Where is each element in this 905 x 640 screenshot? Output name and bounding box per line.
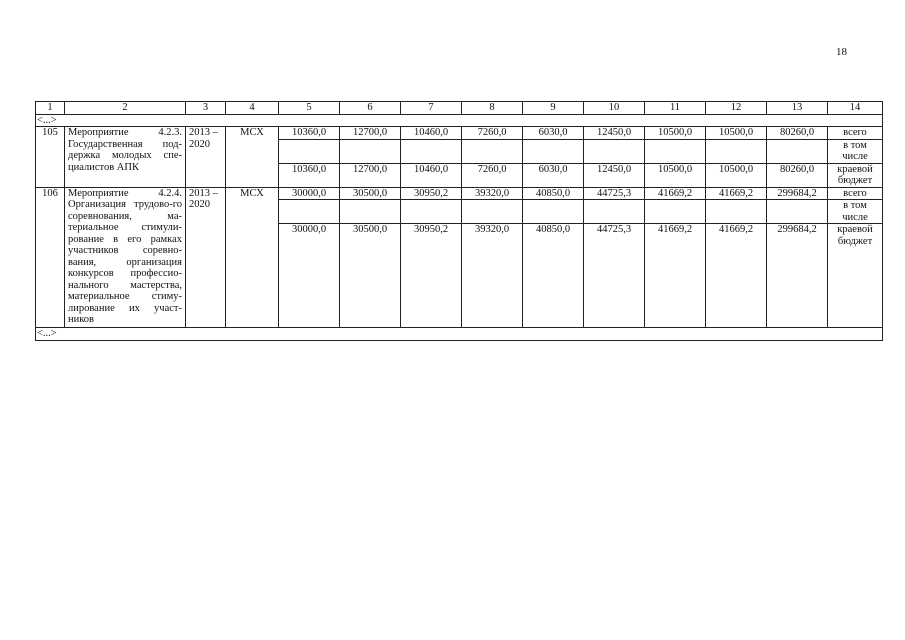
value-cell: 6030,0	[523, 127, 584, 140]
empty-cell	[584, 200, 645, 224]
row-period: 2013 – 2020	[186, 187, 226, 328]
value-cell: 41669,2	[645, 224, 706, 328]
header-row	[36, 102, 883, 115]
header-cell: 6	[340, 102, 401, 115]
value-cell: 10360,0	[279, 163, 340, 187]
empty-cell	[401, 139, 462, 163]
header-cell: 8	[462, 102, 523, 115]
row-agency: МСХ	[226, 127, 279, 188]
value-cell: 41669,2	[706, 224, 767, 328]
empty-cell	[279, 200, 340, 224]
value-cell: 30000,0	[279, 187, 340, 200]
header-cell: 2	[65, 102, 186, 115]
empty-cell	[523, 200, 584, 224]
header-cell: 13	[767, 102, 828, 115]
empty-cell	[340, 139, 401, 163]
empty-cell	[462, 139, 523, 163]
value-cell: 10360,0	[279, 127, 340, 140]
header-cell: 12	[706, 102, 767, 115]
value-cell: 30000,0	[279, 224, 340, 328]
value-cell: 10500,0	[706, 127, 767, 140]
value-cell: 30950,2	[401, 187, 462, 200]
value-cell: 80260,0	[767, 163, 828, 187]
value-cell: 30500,0	[340, 224, 401, 328]
source-label: в том числе	[828, 200, 883, 224]
value-cell: 10460,0	[401, 127, 462, 140]
row-description: Мероприятие 4.2.4. Организация трудово-го соревнования, ма-териальное стимули-рование в его рамках участников соревно-вания, организация конкурсов профессио-нального мастерства, материальное стиму-лирование их участ-ников	[65, 187, 186, 328]
header-cell: 14	[828, 102, 883, 115]
header-cell: 3	[186, 102, 226, 115]
value-cell: 10460,0	[401, 163, 462, 187]
source-label: краевой бюджет	[828, 224, 883, 328]
value-cell: 30500,0	[340, 187, 401, 200]
header-cell: 4	[226, 102, 279, 115]
empty-cell	[340, 200, 401, 224]
empty-cell	[279, 139, 340, 163]
empty-cell	[401, 200, 462, 224]
row-number: 105	[36, 127, 65, 188]
table-row	[36, 127, 883, 140]
header-cell: 5	[279, 102, 340, 115]
header-cell: 11	[645, 102, 706, 115]
value-cell: 7260,0	[462, 127, 523, 140]
value-cell: 10500,0	[645, 163, 706, 187]
value-cell: 12450,0	[584, 163, 645, 187]
empty-cell	[462, 200, 523, 224]
value-cell: 41669,2	[645, 187, 706, 200]
header-cell: 9	[523, 102, 584, 115]
row-period: 2013 – 2020	[186, 127, 226, 188]
empty-cell	[584, 139, 645, 163]
value-cell: 12450,0	[584, 127, 645, 140]
empty-cell	[706, 139, 767, 163]
source-label: всего	[828, 127, 883, 140]
header-cell: 7	[401, 102, 462, 115]
value-cell: 299684,2	[767, 224, 828, 328]
separator-marker: <...>	[36, 328, 883, 341]
value-cell: 80260,0	[767, 127, 828, 140]
value-cell: 40850,0	[523, 187, 584, 200]
empty-cell	[645, 200, 706, 224]
source-label: в том числе	[828, 139, 883, 163]
value-cell: 30950,2	[401, 224, 462, 328]
empty-cell	[645, 139, 706, 163]
value-cell: 44725,3	[584, 224, 645, 328]
row-agency: МСХ	[226, 187, 279, 328]
value-cell: 44725,3	[584, 187, 645, 200]
value-cell: 12700,0	[340, 163, 401, 187]
separator-marker: <...>	[36, 114, 883, 127]
source-label: всего	[828, 187, 883, 200]
source-label: краевой бюджет	[828, 163, 883, 187]
empty-cell	[706, 200, 767, 224]
value-cell: 10500,0	[645, 127, 706, 140]
budget-table	[35, 101, 883, 341]
value-cell: 39320,0	[462, 187, 523, 200]
page-number: 18	[836, 46, 847, 58]
empty-cell	[523, 139, 584, 163]
value-cell: 6030,0	[523, 163, 584, 187]
header-cell: 10	[584, 102, 645, 115]
value-cell: 7260,0	[462, 163, 523, 187]
value-cell: 40850,0	[523, 224, 584, 328]
value-cell: 41669,2	[706, 187, 767, 200]
empty-cell	[767, 200, 828, 224]
value-cell: 12700,0	[340, 127, 401, 140]
table-row	[36, 187, 883, 200]
value-cell: 10500,0	[706, 163, 767, 187]
value-cell: 299684,2	[767, 187, 828, 200]
row-number: 106	[36, 187, 65, 328]
separator-row	[36, 328, 883, 341]
empty-cell	[767, 139, 828, 163]
value-cell: 39320,0	[462, 224, 523, 328]
header-cell: 1	[36, 102, 65, 115]
row-description: Мероприятие 4.2.3. Государственная под-держка молодых спе-циалистов АПК	[65, 127, 186, 188]
separator-row	[36, 114, 883, 127]
